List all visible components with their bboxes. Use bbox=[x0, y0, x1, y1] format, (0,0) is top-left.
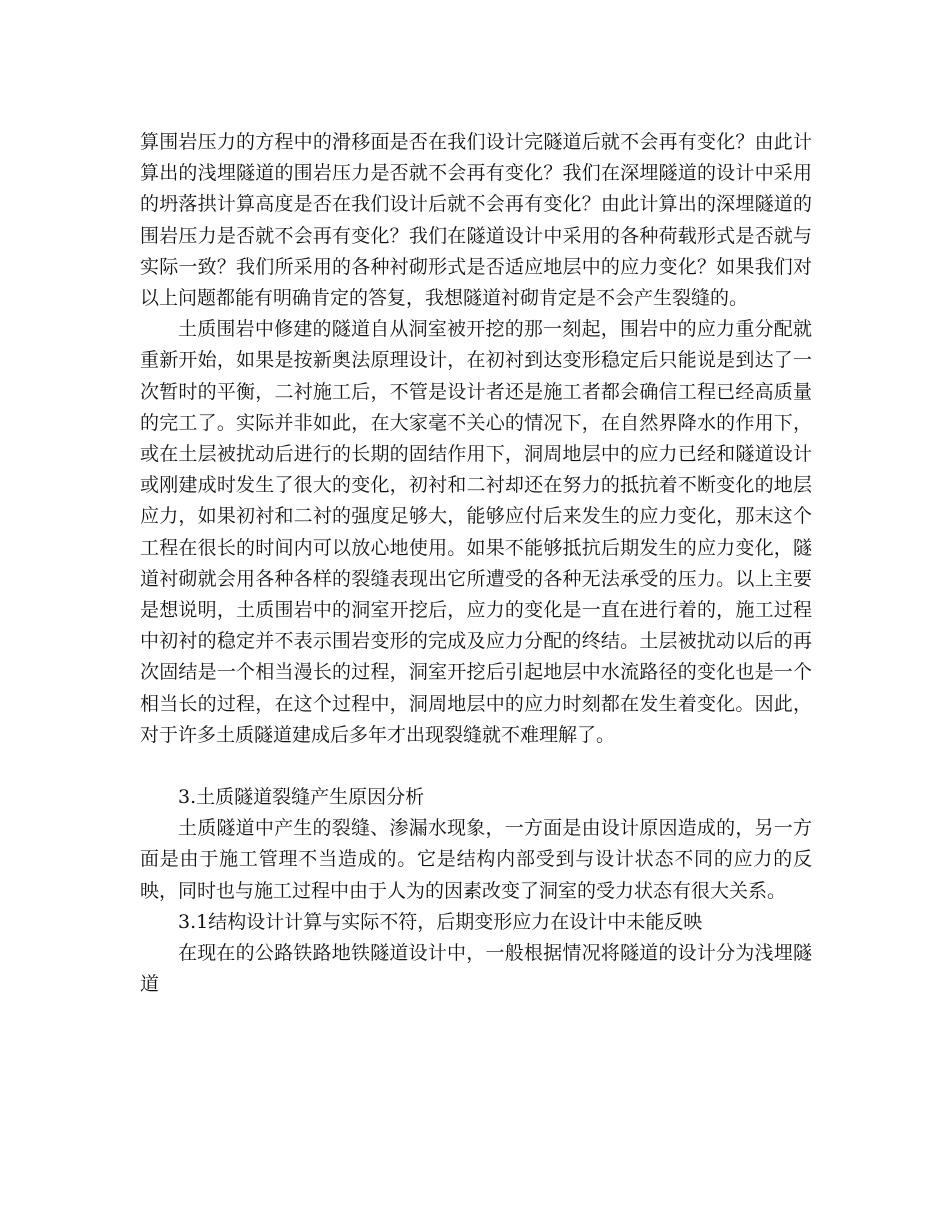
document-page bbox=[140, 127, 812, 1000]
paragraph-stress-redistribution: 土质围岩中修建的隧道自从洞室被开挖的那一刻起，围岩中的应力重分配就重新开始，如果是按新奥法原理设计，在初衬到达变形稳定后只能说是到达了一次暂时的平衡，二衬施工后，不管是设计者还是施工者都会确信工程已经高质量的完工了。实际并非如此，在大家毫不关心的情况下，在自然界降水的作用下，或在土层被扰动后进行的长期的固结作用下，洞周地层中的应力已经和隧道设计或刚建成时发生了很大的变化，初衬和二衬却还在努力的抵抗着不断变化的地层应力，如果初衬和二衬的强度足够大，能够应付后来发生的应力变化，那末这个工程在很长的时间内可以放心地使用。如果不能够抵抗后期发生的应力变化，隧道衬砌就会用各种各样的裂缝表现出它所遭受的各种无法承受的压力。以上主要是想说明，土质围岩中的洞室开挖后，应力的变化是一直在进行着的，施工过程中初衬的稳定并不表示围岩变形的完成及应力分配的终结。土层被扰动以后的再次固结是一个相当漫长的过程，洞室开挖后引起地层中水流路径的变化也是一个相当长的过程，在这个过程中，洞周地层中的应力时刻都在发生着变化。因此，对于许多土质隧道建成后多年才出现裂缝就不难理解了。 bbox=[140, 318, 812, 746]
paragraph-crack-causes: 土质隧道中产生的裂缝、渗漏水现象，一方面是由设计原因造成的，另一方面是由于施工管理不当造成的。它是结构内部受到与设计状态不同的应力的反映，同时也与施工过程中由于人为的因素改变了洞室的受力状态有很大关系。 bbox=[140, 817, 812, 902]
section-heading-3-1: 3.1结构设计计算与实际不符，后期变形应力在设计中未能反映 bbox=[178, 910, 703, 933]
section-heading-3: 3.土质隧道裂缝产生原因分析 bbox=[178, 786, 425, 809]
paragraph-tunnel-design: 在现在的公路铁路地铁隧道设计中，一般根据情况将隧道的设计分为浅埋隧道 bbox=[140, 942, 812, 996]
paragraph-rock-pressure-questions: 算围岩压力的方程中的滑移面是否在我们设计完隧道后就不会再有变化？由此计算出的浅埋隧道的围岩压力是否就不会再有变化？我们在深埋隧道的设计中采用的坍落拱计算高度是否在我们设计后就不会再有变化？由此计算出的深埋隧道的围岩压力是否就不会再有变化？我们在隧道设计中采用的各种荷载形式是否就与实际一致？我们所采用的各种衬砌形式是否适应地层中的应力变化？如果我们对以上问题都能有明确肯定的答复，我想隧道衬砌肯定是不会产生裂缝的。 bbox=[140, 131, 812, 310]
blank-line bbox=[140, 751, 812, 782]
